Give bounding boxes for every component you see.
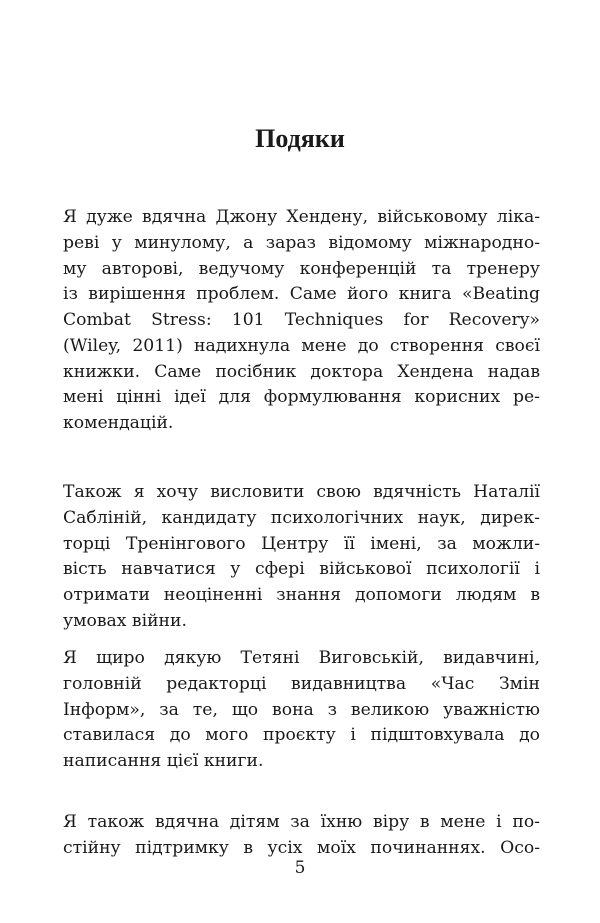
paragraph-sablina-thanks [63, 480, 540, 635]
text-line: комендацій. [63, 413, 174, 433]
text-line: книжки. Саме посібник доктора Хендена надав [63, 361, 540, 382]
paragraph-children-thanks [63, 810, 540, 862]
text-line: реві у минулому, а зараз відомому міжнародно- [63, 232, 540, 253]
text-line: торці Тренінгового Центру її імені, за можли- [63, 533, 540, 554]
text-line: Я дуже вдячна Джону Хендену, військовому лікa- [63, 207, 540, 227]
text-line: Я щиро дякую Тетяні Виговській, видавчині, [63, 648, 540, 668]
paragraph-author-thanks [63, 205, 540, 437]
text-line: Combat Stress: 101 Techniques for Recovery» [63, 310, 540, 330]
paragraph-publisher-thanks [63, 646, 540, 775]
text-line: із вирішення проблем. Саме його книга «Beating [63, 284, 540, 305]
text-line: Я також вдячна дітям за їхню віру в мене і по- [63, 812, 540, 832]
text-line: (Wiley, 2011) надихнула мене до створення своєї [63, 335, 540, 356]
text-line: умовах війни. [63, 610, 187, 631]
text-line: Інформ», за те, що вона з великою уважністю [63, 699, 540, 720]
text-line: отримати неоціненні знання допомоги людям в [63, 585, 540, 605]
text-line: му авторові, ведучому конференцій та тренеру [63, 258, 540, 279]
text-line: головній редакторці видавництва «Час Змін [63, 673, 540, 694]
text-line: мені цінні ідеї для формулювання корисних ре- [63, 387, 540, 408]
text-line: ставилася до мого проєкту і підштовхувала до [63, 725, 540, 746]
text-line: Також я хочу висловити свою вдячність Наталії [63, 482, 540, 502]
text-line: вість навчатися у сфері військової психології і [63, 559, 540, 580]
page-number: 5 [294, 858, 306, 878]
text-line: стійну підтримку в усіх моїх починаннях. Осо- [63, 837, 540, 858]
text-line: написання цієї книги. [63, 751, 264, 771]
text-line: Сабліній, кандидату психологічних наук, дирек- [63, 507, 540, 528]
page-title: Подяки [255, 124, 345, 153]
